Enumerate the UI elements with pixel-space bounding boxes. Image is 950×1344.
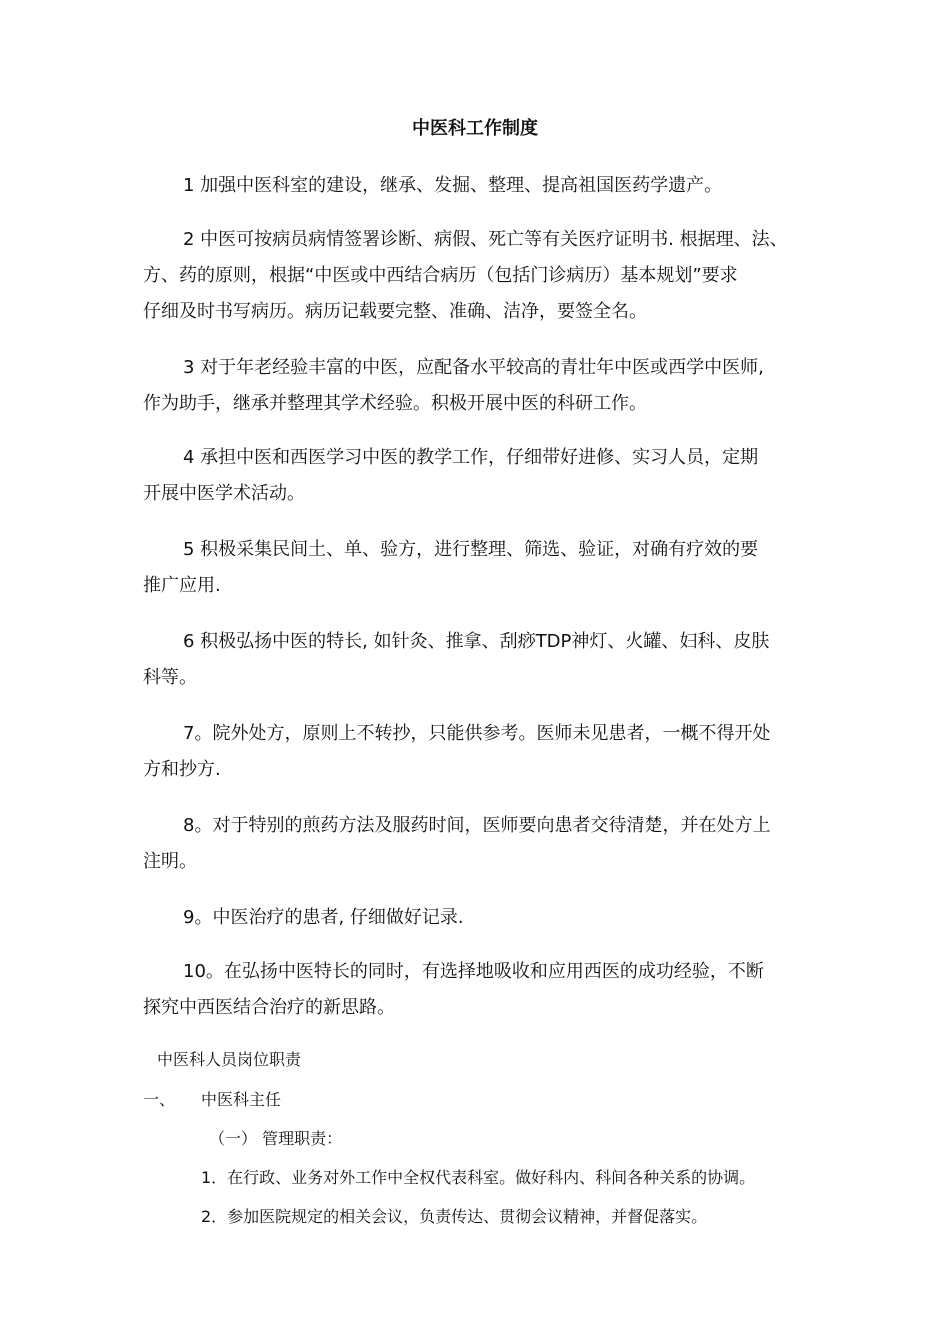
rule-line: 10。在弘扬中医特长的同时，有选择地吸收和应用西医的成功经验，不断 bbox=[183, 961, 764, 982]
subsection-title: 中医科主任 bbox=[201, 1090, 282, 1109]
rule-paragraph bbox=[143, 350, 823, 422]
rule-line: 4 承担中医和西医学习中医的教学工作，仔细带好进修、实习人员，定期 bbox=[183, 447, 759, 468]
rule-line: 6 积极弘扬中医的特长, 如针灸、推拿、刮痧TDP神灯、火罐、妇科、皮肤 bbox=[183, 631, 770, 652]
rule-paragraph bbox=[143, 624, 823, 696]
rule-paragraph bbox=[143, 168, 823, 204]
rule-paragraph bbox=[143, 532, 823, 604]
rule-paragraph bbox=[143, 222, 823, 330]
rule-line: 2 中医可按病员病情签署诊断、病假、死亡等有关医疗证明书. 根据理、法、 bbox=[183, 229, 788, 250]
rule-line: 8。对于特别的煎药方法及服药时间，医师要向患者交待清楚，并在处方上 bbox=[183, 815, 771, 836]
rule-line: 开展中医学术活动。 bbox=[143, 483, 305, 504]
rule-line: 注明。 bbox=[143, 851, 197, 872]
subsection-number: 一、 bbox=[143, 1090, 176, 1109]
rule-line: 9。中医治疗的患者, 仔细做好记录. bbox=[183, 907, 464, 928]
duty-item: 2．参加医院规定的相关会议，负责传达、贯彻会议精神，并督促落实。 bbox=[201, 1207, 708, 1226]
section-heading: 中医科人员岗位职责 bbox=[157, 1050, 302, 1069]
rule-line: 作为助手，继承并整理其学术经验。积极开展中医的科研工作。 bbox=[143, 393, 647, 414]
duty-item: 1．在行政、业务对外工作中全权代表科室。做好科内、科间各种关系的协调。 bbox=[201, 1168, 756, 1187]
rule-paragraph bbox=[143, 954, 823, 1026]
rule-line: 3 对于年老经验丰富的中医，应配备水平较高的青壮年中医或西学中医师, bbox=[183, 357, 764, 378]
rule-line: 方、药的原则，根据“中医或中西结合病历（包括门诊病历）基本规划”要求 bbox=[143, 265, 738, 286]
rule-line: 科等。 bbox=[143, 667, 197, 688]
rule-line: 1 加强中医科室的建设，继承、发掘、整理、提高祖国医药学遗产。 bbox=[183, 175, 723, 196]
rule-paragraph bbox=[143, 900, 823, 936]
rule-line: 5 积极采集民间土、单、验方，进行整理、筛选、验证，对确有疗效的要 bbox=[183, 539, 759, 560]
rule-line: 探究中西医结合治疗的新思路。 bbox=[143, 997, 395, 1018]
rule-line: 推广应用. bbox=[143, 575, 221, 596]
rule-paragraph bbox=[143, 716, 823, 788]
rule-line: 方和抄方. bbox=[143, 759, 221, 780]
rule-paragraph bbox=[143, 808, 823, 880]
rule-paragraph bbox=[143, 440, 823, 512]
group-label: （一） 管理职责： bbox=[209, 1129, 343, 1148]
rule-line: 仔细及时书写病历。病历记载要完整、准确、洁净，要签全名。 bbox=[143, 301, 647, 322]
document-title: 中医科工作制度 bbox=[412, 118, 538, 139]
rule-line: 7。院外处方，原则上不转抄，只能供参考。医师未见患者，一概不得开处 bbox=[183, 723, 771, 744]
